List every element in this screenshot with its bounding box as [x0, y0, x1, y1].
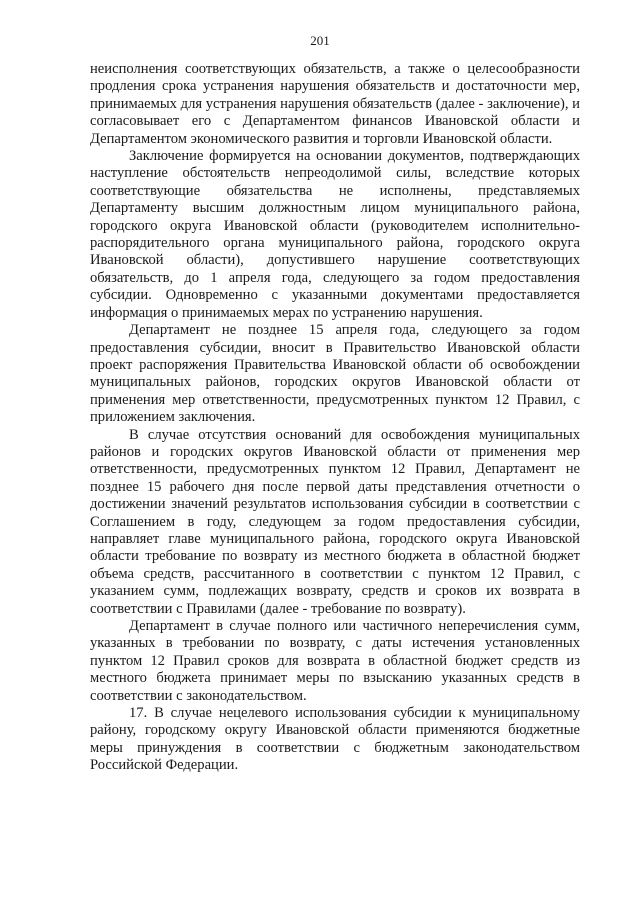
document-body — [90, 61, 580, 775]
paragraph-refund-requirement: В случае отсутствия оснований для освобождения муниципальных районов и городских округов Ивановской области от применения мер ответственности, предусмотренных пунктом 12 Правил, Департамент не позднее 15 рабочего дня после первой даты представления отчетности о достижении значений результатов использования субсидии в соответствии с Соглашением в году, следующем за годом предоставления субсидии, направляет главе муниципального района, городского округа Ивановской области требование по возврату из местного бюджета в областной бюджет объема средств, рассчитанного в соответствии с пунктом 12 Правил, с указанием сумм, подлежащих возврату, средств и сроков их возврата в соответствии с Правилами (далее - требование по возврату). — [90, 426, 580, 617]
paragraph-conclusion-formation: Заключение формируется на основании документов, подтверждающих наступление обстоятельств непреодолимой силы, вследствие которых соответствующие обязательства не исполнены, представляемых Департаменту высшим должностным лицом муниципального района, городского округа Ивановской области (руководителем исполнительно-распорядительного органа муниципального района, городского округа Ивановской области), допустившего нарушение соответствующих обязательств, до 1 апреля года, следующего за годом предоставления субсидии. Одновременно с указанными документами предоставляется информация о принимаемых мерах по устранению нарушения. — [90, 148, 580, 321]
paragraph-department-submission: Департамент не позднее 15 апреля года, следующего за годом предоставления субсидии, вносит в Правительство Ивановской области проект распоряжения Правительства Ивановской области об освобождении муниципальных районов, городских округов Ивановской области от применения мер ответственности, предусмотренных пунктом 12 Правил, с приложением заключения. — [90, 322, 580, 426]
paragraph-recovery-measures: Департамент в случае полного или частичного неперечисления сумм, указанных в требовании по возврату, с даты истечения установленных пунктом 12 Правил сроков для возврата в областной бюджет средств из местного бюджета принимает меры по взысканию указанных средств в соответствии с законодательством. — [90, 618, 580, 704]
paragraph-continuation: неисполнения соответствующих обязательств, а также о целесообразности продления срока устранения нарушения обязательств и достаточности мер, принимаемых для устранения нарушения обязательств (далее - заключение), и согласовывает его с Департаментом финансов Ивановской области и Департаментом экономического развития и торговли Ивановской области. — [90, 61, 580, 147]
section-17-text: В случае нецелевого использования субсидии к муниципальному району, городскому округу Ивановской области применяются бюджетные меры принуждения в соответствии с бюджетным законодательством Российской Федерации. — [90, 705, 580, 774]
page-number: 201 — [310, 33, 330, 48]
section-number: 17. — [129, 705, 148, 722]
paragraph-section-17 — [90, 705, 580, 775]
